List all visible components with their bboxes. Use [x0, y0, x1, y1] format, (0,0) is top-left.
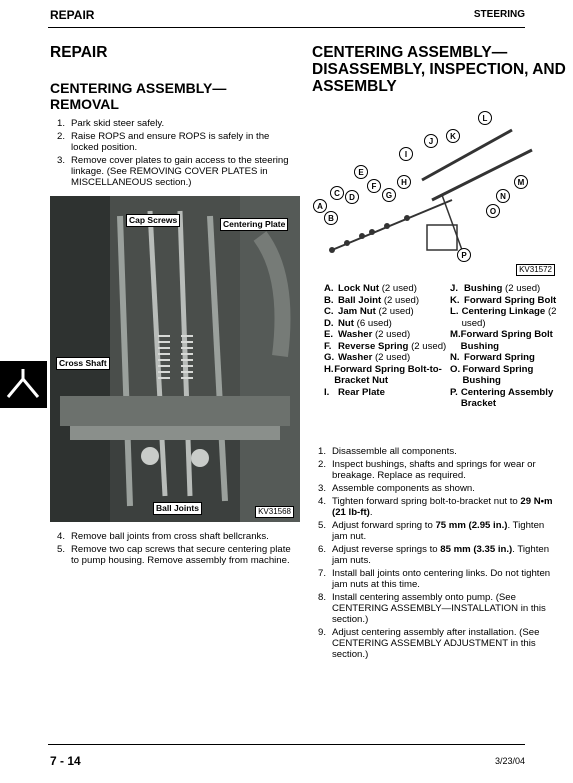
diagram-callout: [325, 212, 338, 225]
step-text-pre: Tighten forward spring bolt-to-bracket nut to: [332, 496, 521, 507]
callout-letter: N: [500, 192, 506, 201]
header-left: REPAIR: [50, 8, 95, 22]
legend-key: I.: [324, 386, 330, 398]
callout-letter: O: [489, 207, 497, 216]
legend-note: (6 used): [356, 317, 392, 329]
legend-key: G.: [324, 352, 335, 363]
legend-key: P.: [450, 386, 458, 398]
legend-name: Forward Spring Bushing: [462, 363, 534, 386]
diagram-callout: [398, 176, 411, 189]
legend-key: E.: [324, 329, 334, 340]
left-subtitle-line1: CENTERING ASSEMBLY—: [50, 80, 227, 96]
diagram-callout: [383, 189, 396, 202]
callout-letter: C: [334, 189, 340, 198]
legend-note: (2 used): [505, 283, 541, 294]
legend-name: Forward Spring Bolt Bushing: [460, 329, 553, 352]
legend-item: [450, 329, 562, 352]
diagram-callout: [497, 190, 510, 203]
step-text-pre: Adjust forward spring to: [332, 520, 436, 531]
legend-key: J.: [450, 283, 459, 294]
legend-item: [324, 283, 452, 295]
right-title-line2: DISASSEMBLY, INSPECTION, AND: [312, 61, 566, 78]
callout-letter: D: [349, 193, 355, 202]
callout-letter: H: [401, 178, 407, 187]
legend-text: [338, 295, 419, 307]
callout-letter: E: [358, 168, 364, 177]
step-number: 6.: [318, 544, 327, 555]
step-text: Raise ROPS and ensure ROPS is safely in the locked position.: [71, 131, 270, 153]
legend-item: [324, 306, 452, 318]
legend-text: [462, 364, 562, 387]
section-tab: [0, 361, 47, 408]
callout-letter: K: [450, 132, 456, 141]
step-text: Remove ball joints from cross shaft bellcranks.: [71, 531, 269, 542]
step-item: [318, 520, 558, 542]
step-text-pre: Adjust reverse springs to: [332, 544, 441, 555]
legend-name: Washer: [338, 352, 373, 363]
legend-left: [324, 283, 452, 398]
legend-item: [450, 306, 562, 329]
legend-key: M.: [450, 329, 461, 340]
diagram-code: KV31572: [516, 264, 555, 276]
step-item: [318, 496, 558, 518]
callout-letter: G: [385, 191, 393, 200]
left-steps-after: [57, 531, 297, 575]
legend-text: [462, 306, 562, 329]
legend-right: [450, 283, 562, 410]
exploded-view-drawing: [312, 110, 557, 278]
legend-name: Centering Linkage: [461, 306, 546, 317]
step-number: 2.: [57, 131, 66, 142]
steering-tab-icon: [0, 361, 47, 408]
step-text-post: .: [369, 507, 373, 518]
legend-item: [450, 387, 562, 410]
step-text-bold: 85 mm (3.35 in.): [440, 544, 513, 555]
step-text: Install centering assembly onto pump. (See CENTERING ASSEMBLY—INSTALLATION in this section.): [332, 592, 546, 625]
legend-key: L.: [450, 306, 459, 317]
legend-item: [450, 295, 562, 307]
step-text-bold: 75 mm (2.95 in.): [435, 520, 508, 531]
step-text: Park skid steer safely.: [71, 118, 165, 129]
legend-name: Forward Spring: [464, 352, 535, 363]
step-text: Remove cover plates to gain access to the steering linkage. (See REMOVING COVER PLATES in MISCELLANEOUS section.): [71, 155, 289, 188]
diagram-callout: [458, 249, 471, 262]
legend-item: [450, 364, 562, 387]
header-right: STEERING: [473, 9, 525, 20]
step-text-post: . Tighten jam nuts.: [332, 544, 550, 566]
legend-name: Rear Plate: [338, 386, 385, 398]
legend-note: (2 used): [374, 352, 411, 363]
step-text: Adjust centering assembly after installation. (See CENTERING ASSEMBLY ADJUSTMENT in this section.): [332, 627, 540, 660]
right-title-line1: CENTERING ASSEMBLY—: [312, 44, 508, 61]
legend-item: [450, 283, 562, 295]
diagram-callout: [355, 166, 368, 179]
legend-note: (2 used): [378, 306, 414, 317]
step-item: [57, 118, 297, 129]
label-centering-plate: Centering Plate: [220, 218, 288, 231]
step-number: 2.: [318, 459, 327, 470]
legend-name: Reverse Spring: [338, 340, 409, 352]
step-number: 5.: [318, 520, 327, 531]
legend-text: [464, 295, 556, 307]
legend-note: (2 used): [374, 329, 411, 340]
legend-item: [324, 295, 452, 307]
step-text: Inspect bushings, shafts and springs for wear or breakage. Replace as required.: [332, 459, 536, 481]
step-number: 4.: [57, 531, 66, 542]
legend-name: Nut: [338, 317, 354, 329]
legend-item: [324, 329, 452, 341]
legend-item: [324, 341, 452, 353]
legend-item: [324, 318, 452, 330]
step-text: Remove two cap screws that secure centering plate to pump housing. Remove assembly from machine.: [71, 544, 291, 566]
legend-text: [464, 283, 540, 295]
legend-name: Ball Joint: [338, 294, 382, 306]
callout-letter: P: [461, 251, 467, 260]
legend-note: (2 used): [381, 283, 417, 294]
footer-date: 3/23/04: [494, 756, 525, 766]
step-item: [318, 544, 558, 566]
section-title: REPAIR: [50, 44, 108, 61]
legend-name: Lock Nut: [338, 283, 380, 294]
legend-text: [338, 318, 392, 330]
step-text: Assemble components as shown.: [332, 483, 475, 494]
photo-code: KV31568: [255, 506, 294, 518]
step-text: Install ball joints onto centering links. Do not tighten jam nuts at this time.: [332, 568, 551, 590]
legend-key: F.: [324, 340, 332, 352]
label-cap-screws: Cap Screws: [126, 214, 180, 227]
diagram-callout: [346, 191, 359, 204]
step-text-bold: 29 N•m (21 lb-ft): [332, 496, 553, 518]
legend-key: H.: [324, 363, 334, 375]
step-item: [318, 459, 558, 481]
legend-text: [338, 387, 385, 399]
step-number: 7.: [318, 568, 327, 579]
step-number: 3.: [57, 155, 66, 166]
legend-text: [338, 306, 414, 318]
footer-page: 7 - 14: [50, 754, 81, 768]
legend-note: (2 used): [411, 340, 447, 352]
callout-letter: A: [317, 202, 323, 211]
legend-text: [338, 352, 410, 364]
step-item: [318, 592, 558, 625]
diagram-callout: [314, 200, 327, 213]
step-number: 1.: [318, 446, 327, 457]
diagram-callout: [487, 205, 500, 218]
diagram-callout: [447, 130, 460, 143]
legend-item: [324, 387, 452, 399]
legend-key: D.: [324, 317, 334, 329]
callout-letter: I: [404, 150, 408, 159]
right-title: [312, 44, 566, 95]
callout-letter: F: [371, 182, 377, 191]
legend-text: [338, 341, 446, 353]
step-text: Disassemble all components.: [332, 446, 457, 457]
step-number: 3.: [318, 483, 327, 494]
diagram-callout: [515, 176, 528, 189]
diagram-callout: [368, 180, 381, 193]
step-number: 8.: [318, 592, 327, 603]
step-number: 1.: [57, 118, 66, 129]
label-cross-shaft: Cross Shaft: [56, 357, 110, 370]
callout-letter: B: [328, 214, 334, 223]
step-number: 4.: [318, 496, 327, 507]
diagram-callout: [425, 135, 438, 148]
step-item: [318, 568, 558, 590]
exploded-diagram: [312, 110, 557, 278]
left-steps-before: [57, 118, 297, 190]
diagram-callout: [331, 187, 344, 200]
legend-item: [324, 352, 452, 364]
right-title-line3: ASSEMBLY: [312, 78, 397, 95]
legend-name: Forward Spring Bolt-to-Bracket Nut: [334, 363, 442, 386]
legend-note: (2 used): [383, 294, 420, 306]
legend-note: (2 used): [461, 306, 557, 329]
step-item: [318, 483, 558, 494]
step-number: 5.: [57, 544, 66, 555]
legend-text: [461, 329, 562, 352]
step-item: [57, 544, 297, 566]
left-subtitle: [50, 80, 226, 112]
centering-assembly-photo: [50, 196, 300, 522]
legend-text: [338, 283, 417, 295]
diagram-callout: [400, 148, 413, 161]
legend-text: [461, 387, 562, 410]
step-item: [57, 155, 297, 188]
legend-name: Bushing: [464, 283, 503, 294]
legend-key: N.: [450, 352, 460, 363]
step-number: 9.: [318, 627, 327, 638]
legend-key: K.: [450, 294, 460, 306]
legend-name: Forward Spring Bolt: [464, 294, 557, 306]
legend-item: [450, 352, 562, 364]
callout-letter: M: [517, 178, 525, 187]
step-item: [57, 131, 297, 153]
step-text-post: . Tighten jam nut.: [332, 520, 545, 542]
footer-rule: [48, 744, 525, 745]
legend-name: Washer: [338, 329, 373, 340]
legend-key: O.: [450, 363, 461, 375]
legend-text: [464, 352, 535, 364]
right-steps: [318, 446, 558, 662]
step-item: [318, 446, 558, 457]
step-item: [57, 531, 297, 542]
legend-key: A.: [324, 283, 334, 294]
left-subtitle-line2: REMOVAL: [50, 96, 119, 112]
callout-letter: L: [482, 114, 488, 123]
header-rule: [48, 27, 525, 28]
legend-text: [338, 329, 410, 341]
legend-key: B.: [324, 294, 334, 306]
legend-key: C.: [324, 306, 334, 317]
step-item: [318, 627, 558, 660]
diagram-callout: [479, 112, 492, 125]
callout-letter: J: [428, 137, 434, 146]
legend-name: Centering Assembly Bracket: [460, 386, 554, 409]
legend-text: [334, 364, 452, 387]
legend-name: Jam Nut: [338, 306, 376, 317]
label-ball-joints: Ball Joints: [153, 502, 202, 515]
legend-item: [324, 364, 452, 387]
